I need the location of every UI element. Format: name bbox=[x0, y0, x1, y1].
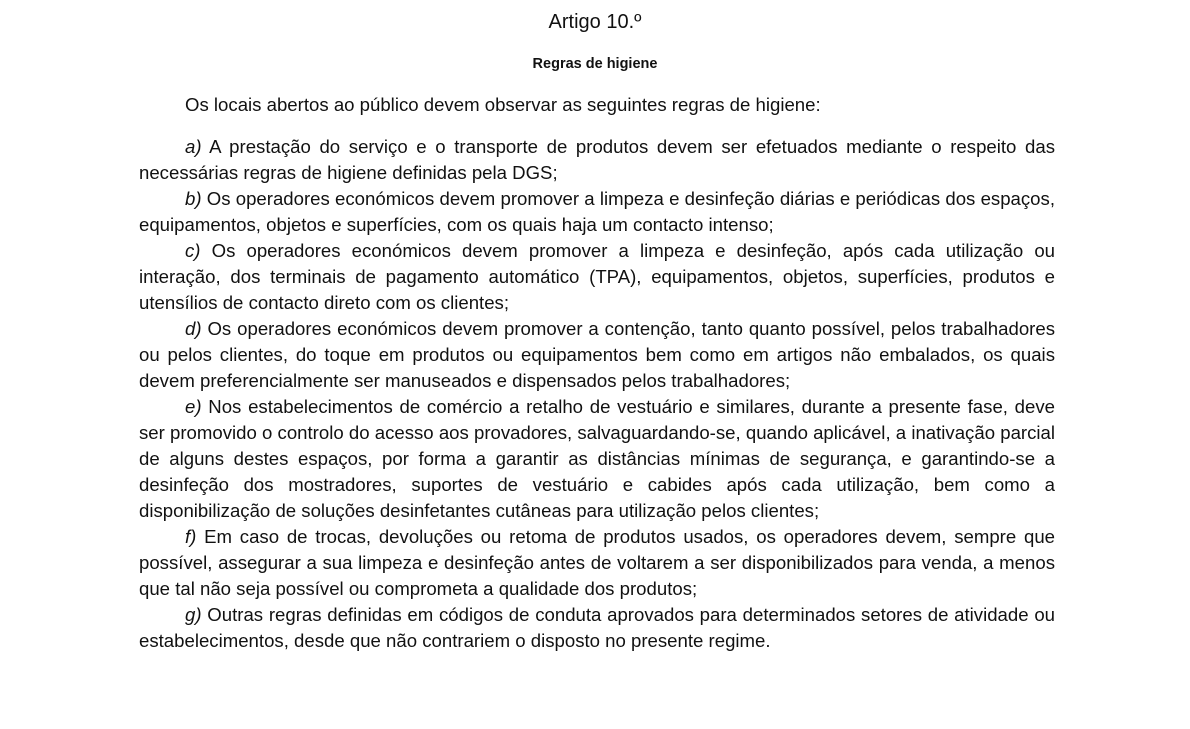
rule-letter: c) bbox=[185, 240, 201, 261]
rule-text: Os operadores económicos devem promover a contenção, tanto quanto possível, pelos trabalhadores ou pelos clientes, do toque em produtos ou equipamentos bem como em artigos não embalados, os quais devem preferencialmente ser manuseados e dispensados pelos trabalhadores; bbox=[139, 318, 1055, 391]
rule-item-g bbox=[139, 602, 1055, 654]
rule-text: Os operadores económicos devem promover a limpeza e desinfeção diárias e periódicas dos espaços, equipamentos, objetos e superfícies, com os quais haja um contacto intenso; bbox=[139, 188, 1055, 235]
rule-text: Em caso de trocas, devoluções ou retoma de produtos usados, os operadores devem, sempre que possível, assegurar a sua limpeza e desinfeção antes de voltarem a ser disponibilizados para venda, a menos que tal não seja possível ou comprometa a qualidade dos produtos; bbox=[139, 526, 1055, 599]
rule-text: A prestação do serviço e o transporte de produtos devem ser efetuados mediante o respeito das necessárias regras de higiene definidas pela DGS; bbox=[139, 136, 1055, 183]
article-intro: Os locais abertos ao público devem observar as seguintes regras de higiene: bbox=[185, 94, 821, 115]
rule-item-d bbox=[139, 316, 1055, 394]
rule-text: Os operadores económicos devem promover a limpeza e desinfeção, após cada utilização ou interação, dos terminais de pagamento automático (TPA), equipamentos, objetos, superfícies, produtos e utensílios de contacto direto com os clientes; bbox=[139, 240, 1055, 313]
rule-item-e bbox=[139, 394, 1055, 524]
article-title: Artigo 10.º bbox=[548, 11, 642, 33]
rule-text: Nos estabelecimentos de comércio a retalho de vestuário e similares, durante a presente fase, deve ser promovido o controlo do acesso aos provadores, salvaguardando-se, quando aplicável, a inativação parcial de alguns destes espaços, por forma a garantir as distâncias mínimas de segurança, e garantindo-se a desinfeção dos mostradores, suportes de vestuário e cabides após cada utilização, bem como a disponibilização de soluções desinfetantes cutâneas para utilização pelos clientes; bbox=[139, 396, 1055, 521]
rule-item-a bbox=[139, 134, 1055, 186]
article-body bbox=[139, 92, 1055, 654]
rule-text: Outras regras definidas em códigos de conduta aprovados para determinados setores de atividade ou estabelecimentos, desde que não contrariem o disposto no presente regime. bbox=[139, 604, 1055, 651]
rule-letter: f) bbox=[185, 526, 197, 547]
rule-letter: g) bbox=[185, 604, 202, 625]
rule-letter: b) bbox=[185, 188, 202, 209]
rule-letter: e) bbox=[185, 396, 202, 417]
rule-item-c bbox=[139, 238, 1055, 316]
rule-letter: a) bbox=[185, 136, 202, 157]
article-subtitle: Regras de higiene bbox=[532, 56, 658, 72]
rule-item-b bbox=[139, 186, 1055, 238]
rule-letter: d) bbox=[185, 318, 202, 339]
rule-item-f bbox=[139, 524, 1055, 602]
